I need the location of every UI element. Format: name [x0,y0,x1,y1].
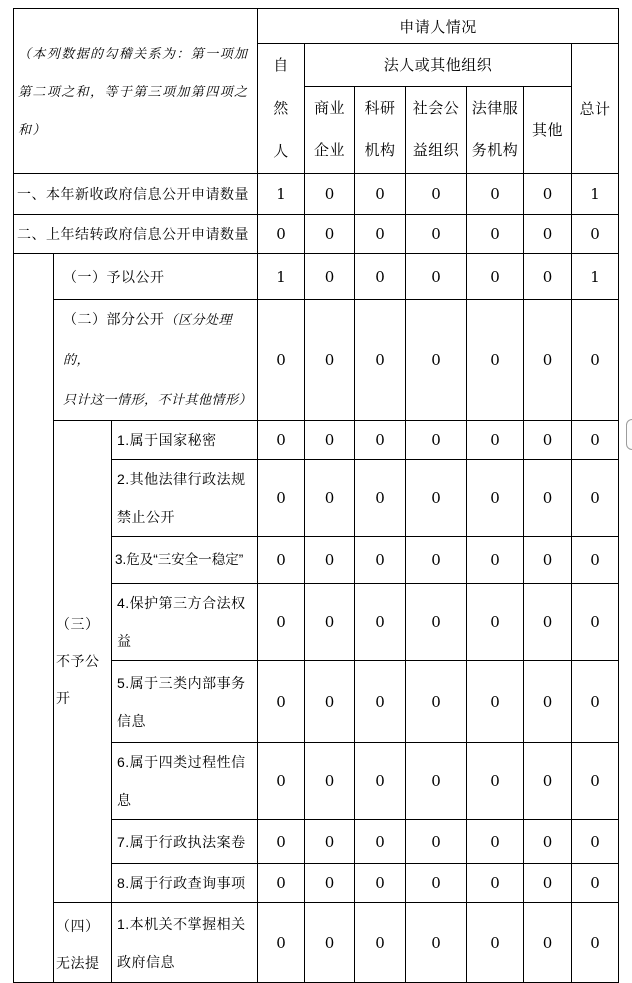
value-cell: 0 [305,661,355,743]
value-cell: 0 [524,460,572,537]
row-label: 2.其他法律行政法规禁止公开 [112,460,258,537]
value-cell: 0 [305,864,355,903]
table-row [14,300,619,421]
value-cell: 0 [305,254,355,300]
value-cell: 0 [406,174,467,215]
group-label-not-disclosed: （三）不予公开 [54,421,112,903]
value-cell: 0 [572,584,619,661]
value-cell: 0 [355,215,406,254]
group-label-unable-to-provide: （四）无法提 [54,903,112,983]
value-cell: 0 [524,743,572,820]
value-cell: 0 [406,743,467,820]
header-other: 其他 [524,86,572,173]
value-cell: 0 [258,820,305,864]
value-cell: 0 [305,584,355,661]
value-cell: 0 [305,743,355,820]
header-natural-person: 自然人 [258,44,305,174]
value-cell: 0 [305,903,355,983]
value-cell: 0 [524,903,572,983]
value-cell: 0 [572,864,619,903]
value-cell: 0 [572,215,619,254]
value-cell: 0 [406,215,467,254]
value-cell: 0 [467,820,524,864]
value-cell: 0 [305,421,355,460]
row-label: 一、本年新收政府信息公开申请数量 [14,174,258,215]
value-cell: 0 [305,460,355,537]
reconciliation-note: （本列数据的勾稽关系为：第一项加第二项之和，等于第三项加第四项之和） [18,47,249,138]
row-label: 8.属于行政查询事项 [112,864,258,903]
row-label: 7.属于行政执法案卷 [112,820,258,864]
header-legal-org: 法人或其他组织 [305,44,572,87]
value-cell: 0 [572,661,619,743]
value-cell: 0 [467,661,524,743]
row-label-note: （区分处理的， [63,313,233,368]
value-cell: 0 [355,537,406,584]
value-cell: 0 [524,661,572,743]
row-label-note: 只计这一情形，不计其他情形） [63,393,253,408]
value-cell: 0 [406,584,467,661]
header-research-institution: 科研机构 [355,86,406,173]
value-cell: 0 [467,584,524,661]
value-cell: 0 [258,300,305,421]
value-cell: 0 [467,300,524,421]
value-cell: 0 [305,820,355,864]
value-cell: 0 [572,903,619,983]
value-cell: 0 [258,864,305,903]
value-cell: 0 [524,174,572,215]
value-cell: 0 [305,300,355,421]
row-label: 3.危及“三安全一稳定” [112,537,258,584]
value-cell: 0 [258,743,305,820]
row-label: 二、上年结转政府信息公开申请数量 [14,215,258,254]
value-cell: 0 [406,300,467,421]
value-cell: 0 [524,864,572,903]
value-cell: 0 [355,174,406,215]
value-cell: 0 [572,421,619,460]
value-cell: 0 [406,254,467,300]
table-row [14,215,619,254]
value-cell: 0 [355,421,406,460]
value-cell: 0 [467,460,524,537]
value-cell: 0 [524,215,572,254]
table-row [14,174,619,215]
value-cell: 0 [467,903,524,983]
value-cell: 0 [467,537,524,584]
value-cell: 0 [467,254,524,300]
value-cell: 0 [258,460,305,537]
merged-indent-cell [14,254,54,983]
value-cell: 0 [524,254,572,300]
value-cell: 0 [355,584,406,661]
value-cell: 0 [406,661,467,743]
scrollbar-thumb[interactable] [626,419,632,450]
value-cell: 0 [355,743,406,820]
value-cell: 0 [467,864,524,903]
value-cell: 1 [258,254,305,300]
value-cell: 0 [355,820,406,864]
row-label: 6.属于四类过程性信息 [112,743,258,820]
value-cell: 0 [572,743,619,820]
header-public-welfare-org: 社会公益组织 [406,86,467,173]
value-cell: 0 [406,421,467,460]
value-cell: 0 [406,820,467,864]
value-cell: 0 [406,903,467,983]
value-cell: 0 [258,537,305,584]
row-label [54,300,258,421]
value-cell: 0 [305,174,355,215]
value-cell: 0 [355,903,406,983]
row-label: 1.本机关不掌握相关政府信息 [112,903,258,983]
header-business-enterprise: 商业企业 [305,86,355,173]
value-cell: 0 [467,174,524,215]
value-cell: 0 [355,661,406,743]
value-cell: 0 [305,215,355,254]
value-cell: 0 [572,300,619,421]
value-cell: 0 [305,537,355,584]
table-row [14,254,619,300]
value-cell: 0 [258,421,305,460]
row-label-main: （二）部分公开 [63,311,165,327]
gov-info-disclosure-table [13,8,619,983]
value-cell: 1 [258,174,305,215]
value-cell: 0 [572,460,619,537]
value-cell: 0 [524,820,572,864]
value-cell: 0 [467,215,524,254]
row-label: （一）予以公开 [54,254,258,300]
value-cell: 0 [467,421,524,460]
table-row [14,421,619,460]
value-cell: 0 [572,537,619,584]
value-cell: 0 [524,300,572,421]
header-total: 总计 [572,44,619,174]
value-cell: 0 [258,215,305,254]
value-cell: 0 [524,537,572,584]
value-cell: 0 [524,421,572,460]
value-cell: 0 [406,460,467,537]
table-row [14,903,619,983]
value-cell: 0 [355,864,406,903]
value-cell: 0 [355,254,406,300]
row-label: 5.属于三类内部事务信息 [112,661,258,743]
value-cell: 0 [406,864,467,903]
value-cell: 0 [258,903,305,983]
value-cell: 0 [258,661,305,743]
value-cell: 0 [524,584,572,661]
value-cell: 0 [258,584,305,661]
value-cell: 0 [355,460,406,537]
value-cell: 0 [355,300,406,421]
value-cell: 0 [406,537,467,584]
row-label: 1.属于国家秘密 [112,421,258,460]
header-applicant-situation: 申请人情况 [258,9,619,44]
value-cell: 0 [467,743,524,820]
value-cell: 1 [572,174,619,215]
value-cell: 1 [572,254,619,300]
header-legal-service-org: 法律服务机构 [467,86,524,173]
value-cell: 0 [572,820,619,864]
row-label: 4.保护第三方合法权益 [112,584,258,661]
note-cell [14,9,258,174]
